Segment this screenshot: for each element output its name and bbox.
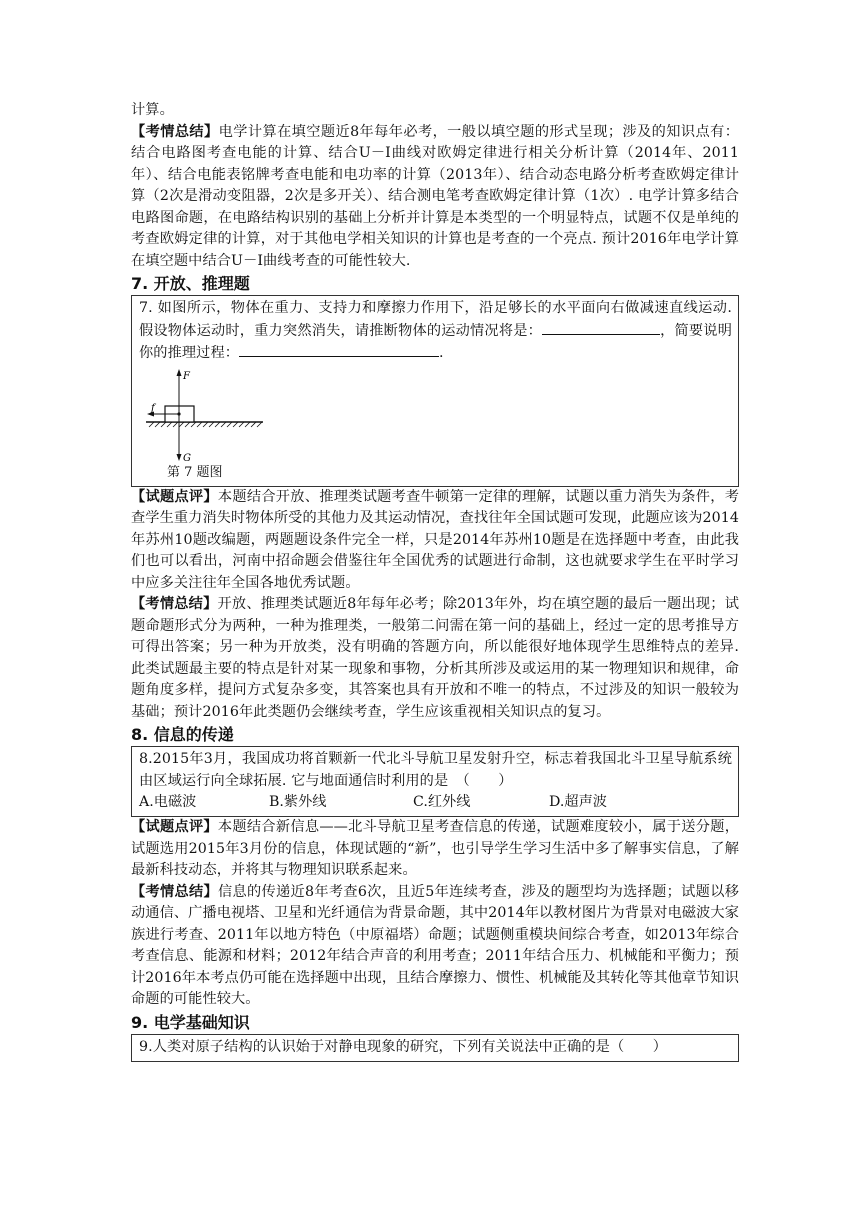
label-f: f (151, 402, 155, 414)
question-7-part2: ，简要说明你的推理过程： (139, 322, 732, 361)
question-7-figure (139, 365, 732, 483)
question-9-text: 9.人类对原子结构的认识始于对静电现象的研究，下列有关说法中正确的是（ ） (139, 1038, 668, 1055)
question-8-text: 8.2015年3月，我国成功将首颗新一代北斗导航卫星发射升空，标志着我国北斗卫星导航系统由区域运行向全球拓展. 它与地面通信时利用的是 （ ） (139, 751, 732, 789)
option-a[interactable]: A.电磁波 (139, 794, 197, 810)
question-review-7 (131, 487, 739, 595)
question-7-part3: . (439, 345, 444, 361)
section-heading-7: 7. 开放、推理题 (131, 274, 250, 293)
summary-text: 电学计算在填空题近8年每年必考，一般以填空题的形式呈现；涉及的知识点有：结合电路图考查电能的计算、结合U－I曲线对欧姆定律进行相关分析计算（2014年、2011年）、结合电能表铭牌考查电能和电功率的计算（2013年）、结合动态电路分析考查欧姆定律计算（2次是滑动变阻器，2次是多开关）、结合测电笔考查欧姆定律计算（1次）. 电学计算多结合电路图命题，在电路结构识别的基础上分析并计算是本类型的一个明显特点，试题不仅是单纯的考查欧姆定律的计算，对于其他电学相关知识的计算也是考查的一个亮点. 预计2016年电学计算在填空题中结合U－I曲线考查的可能性较大. (131, 123, 739, 269)
figure-caption: 第 7 题图 (167, 464, 223, 480)
question-8-options (139, 792, 732, 813)
summary-label: 【考情总结】 (131, 123, 219, 140)
section-heading-9: 9. 电学基础知识 (131, 1012, 250, 1032)
option-d[interactable]: D.超声波 (549, 794, 607, 810)
question-9-box (131, 1034, 739, 1063)
question-7-text (139, 298, 732, 365)
force-diagram (141, 367, 271, 467)
exam-summary-7 (131, 594, 739, 723)
exam-summary-8 (131, 882, 739, 1011)
summary-label: 【考情总结】 (131, 883, 219, 900)
section-heading-8: 8. 信息的传递 (131, 725, 234, 744)
label-G: G (183, 452, 191, 464)
page-content (131, 100, 739, 1062)
summary-text: 开放、推理类试题近8年每年必考；除2013年外，均在填空题的最后一题出现；试题命题形式分为两种，一种为推理类，一般第二问需在第一问的基础上，经过一定的思考推导方可得出答案；另一种为开放类，没有明确的答题方向，所以能很好地体现学生思维特点的差异. 此类试题最主要的特点是针对某一现象和事物，分析其所涉及或运用的某一物理知识和规律，命题角度多样，提问方式复杂多变，其答案也具有开放和不唯一的特点，不过涉及的知识一般较为基础；预计2016年此类题仍会继续考查，学生应该重视相关知识点的复习。 (131, 596, 739, 720)
question-7-box (131, 295, 739, 487)
intro-line: 计算。 (131, 102, 174, 118)
answer-blank-reasoning[interactable] (239, 342, 439, 357)
answer-blank-motion[interactable] (542, 320, 660, 335)
review-label: 【试题点评】 (131, 819, 218, 835)
option-b[interactable]: B.紫外线 (269, 794, 327, 810)
question-7-part1: 7. 如图所示，物体在重力、支持力和摩擦力作用下，沿足够长的水平面向右做减速直线运动. 假设物体运动时，重力突然消失，请推断物体的运动情况将是： (139, 300, 732, 339)
review-label: 【试题点评】 (131, 488, 218, 505)
summary-text: 信息的传递近8年考查6次，且近5年连续考查，涉及的题型均为选择题；试题以移动通信、广播电视塔、卫星和光纤通信为背景命题，其中2014年以教材图片为背景对电磁波大家族进行考查、2011年以地方特色（中原福塔）命题；试题侧重模块间综合考查，如2013年综合考查信息、能源和材料；2012年结合声音的利用考查；2011年结合压力、机械能和平衡力；预计2016年本考点仍可能在选择题中出现，且结合摩擦力、惯性、机械能及其转化等其他章节知识命题的可能性较大。 (131, 883, 740, 1007)
exam-summary-electric-calc (131, 122, 739, 273)
review-text: 本题结合开放、推理类试题考查牛顿第一定律的理解，试题以重力消失为条件，考查学生重力消失时物体所受的其他力及其运动情况，查找往年全国试题可发现，此题应该为2014年苏州10题改编题，两题题设条件完全一样，只是2014年苏州10题是在选择题中考查，由此我们也可以看出，河南中招命题会借鉴往年全国优秀的试题进行命制，这也就要求学生在平时学习中应多关注往年全国各地优秀试题。 (131, 488, 740, 591)
ground-hatching (149, 422, 262, 427)
review-text: 本题结合新信息——北斗导航卫星考查信息的传递，试题难度较小，属于送分题，试题选用2015年3月份的信息，体现试题的“新”，也引导学生学习生活中多了解事实信息，了解最新科技动态，并将其与物理知识联系起来。 (131, 819, 739, 878)
question-review-8 (131, 817, 739, 882)
label-F: F (183, 370, 190, 382)
question-8-box (131, 746, 739, 817)
option-c[interactable]: C.红外线 (413, 794, 471, 810)
summary-label: 【考情总结】 (131, 596, 218, 612)
